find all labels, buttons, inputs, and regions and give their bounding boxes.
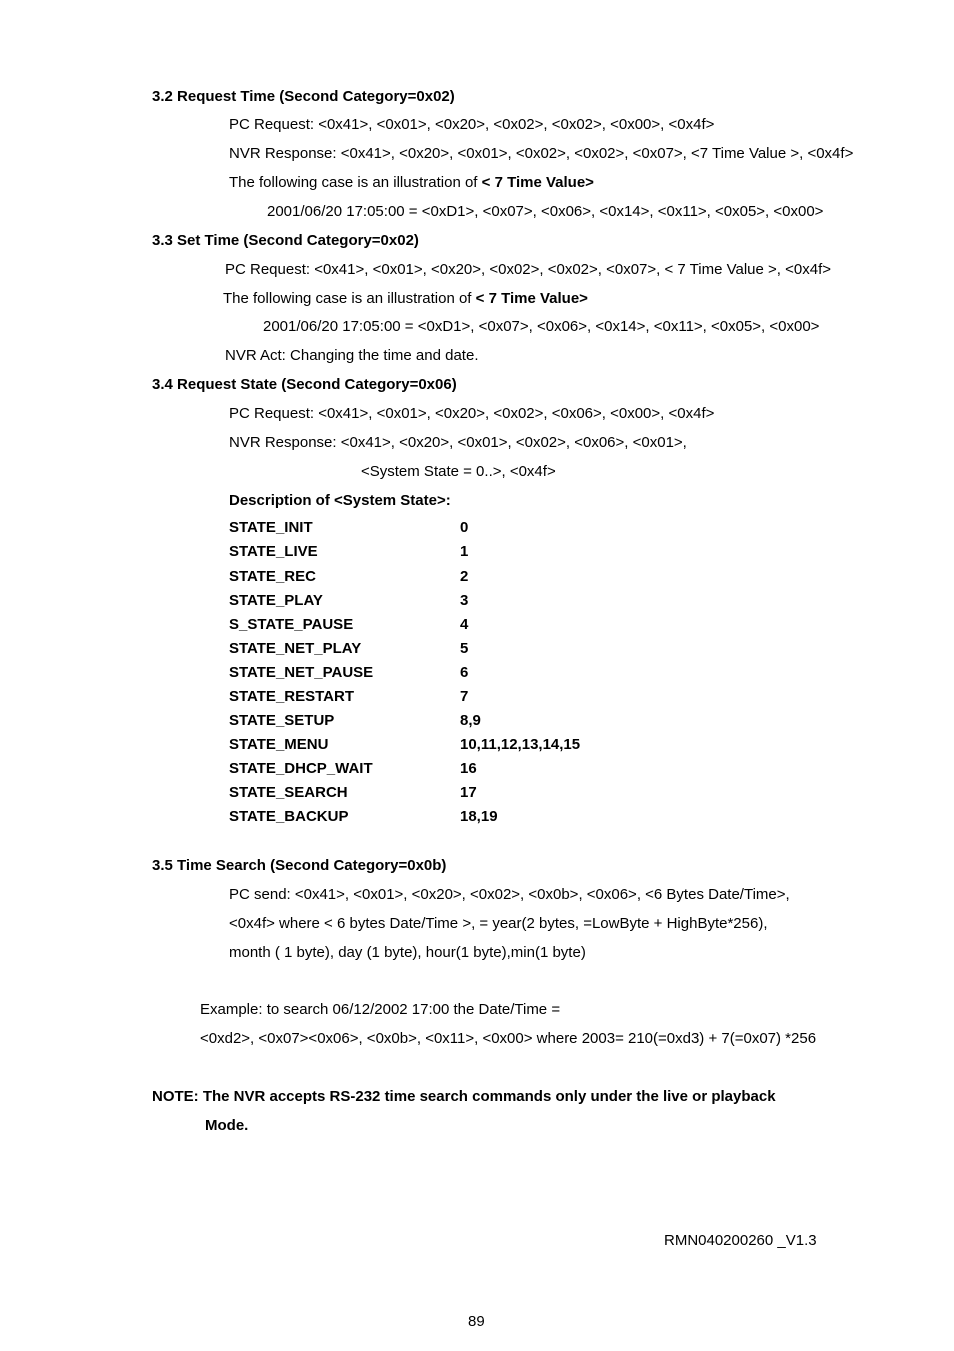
pc-request-text: PC Request: <0x41>, <0x01>, <0x20>, <0x02>, <0x06>, <0x00>, <0x4f>	[229, 405, 715, 422]
state-value: 0	[460, 519, 469, 536]
state-name: STATE_PLAY	[229, 592, 323, 609]
illustration-prefix: The following case is an illustration of	[223, 290, 476, 307]
state-name: STATE_LIVE	[229, 543, 318, 560]
pc-request-text: PC Request: <0x41>, <0x01>, <0x20>, <0x02>, <0x02>, <0x07>, < 7 Time Value >, <0x4f>	[225, 261, 831, 278]
state-name: STATE_BACKUP	[229, 808, 349, 825]
example-text: Example: to search 06/12/2002 17:00 the Date/Time =	[200, 1001, 561, 1018]
state-value: 10,11,12,13,14,15	[460, 736, 581, 753]
state-name: STATE_SETUP	[229, 712, 335, 729]
state-name: STATE_MENU	[229, 736, 329, 753]
page-number: 89	[468, 1313, 485, 1330]
time-example: 2001/06/20 17:05:00 = <0xD1>, <0x07>, <0x06>, <0x14>, <0x11>, <0x05>, <0x00>	[263, 318, 820, 335]
illustration-line	[229, 174, 594, 192]
state-value: 4	[460, 616, 469, 633]
state-value: 16	[460, 760, 477, 777]
state-name: STATE_NET_PLAY	[229, 640, 362, 657]
state-name: STATE_RESTART	[229, 688, 355, 705]
section-heading-3-2: 3.2 Request Time (Second Category=0x02)	[152, 88, 455, 105]
pc-request-text: PC Request: <0x41>, <0x01>, <0x20>, <0x02>, <0x02>, <0x00>, <0x4f>	[229, 116, 715, 133]
illustration-line	[223, 290, 588, 308]
state-name: STATE_REC	[229, 568, 316, 585]
state-value: 6	[460, 664, 469, 681]
document-id: RMN040200260 _V1.3	[664, 1232, 817, 1249]
section-heading-3-4: 3.4 Request State (Second Category=0x06)	[152, 376, 457, 393]
date-time-format-text: <0x4f> where < 6 bytes Date/Time >, = year(2 bytes, =LowByte + HighByte*256),	[229, 915, 768, 932]
state-name: STATE_INIT	[229, 519, 313, 536]
time-example: 2001/06/20 17:05:00 = <0xD1>, <0x07>, <0x06>, <0x14>, <0x11>, <0x05>, <0x00>	[267, 203, 824, 220]
state-name: STATE_NET_PAUSE	[229, 664, 374, 681]
state-value: 8,9	[460, 712, 481, 729]
pc-send-text: PC send: <0x41>, <0x01>, <0x20>, <0x02>, <0x0b>, <0x06>, <6 Bytes Date/Time>,	[229, 886, 790, 903]
state-value: 3	[460, 592, 469, 609]
state-name: STATE_SEARCH	[229, 784, 348, 801]
state-name: STATE_DHCP_WAIT	[229, 760, 373, 777]
state-value: 5	[460, 640, 469, 657]
state-description-heading: Description of <System State>:	[229, 492, 451, 509]
note-text: NOTE: The NVR accepts RS-232 time search commands only under the live or playback	[152, 1088, 776, 1105]
nvr-response-text: NVR Response: <0x41>, <0x20>, <0x01>, <0x02>, <0x06>, <0x01>,	[229, 434, 687, 451]
state-value: 2	[460, 568, 469, 585]
state-name: S_STATE_PAUSE	[229, 616, 354, 633]
illustration-bold: < 7 Time Value>	[481, 174, 594, 191]
illustration-bold: < 7 Time Value>	[475, 290, 588, 307]
illustration-prefix: The following case is an illustration of	[229, 174, 482, 191]
state-value: 17	[460, 784, 477, 801]
example-bytes-text: <0xd2>, <0x07><0x06>, <0x0b>, <0x11>, <0x00> where 2003= 210(=0xd3) + 7(=0x07) *256	[200, 1030, 817, 1047]
nvr-act-text: NVR Act: Changing the time and date.	[225, 347, 479, 364]
state-value: 7	[460, 688, 469, 705]
section-heading-3-3: 3.3 Set Time (Second Category=0x02)	[152, 232, 419, 249]
state-value: 1	[460, 543, 469, 560]
nvr-response-text: NVR Response: <0x41>, <0x20>, <0x01>, <0x02>, <0x02>, <0x07>, <7 Time Value >, <0x4f>	[229, 145, 854, 162]
nvr-response-continuation: <System State = 0..>, <0x4f>	[361, 463, 556, 480]
note-text-cont: Mode.	[205, 1117, 249, 1134]
section-heading-3-5: 3.5 Time Search (Second Category=0x0b)	[152, 857, 447, 874]
date-time-format-text-cont: month ( 1 byte), day (1 byte), hour(1 byte),min(1 byte)	[229, 944, 586, 961]
state-value: 18,19	[460, 808, 498, 825]
